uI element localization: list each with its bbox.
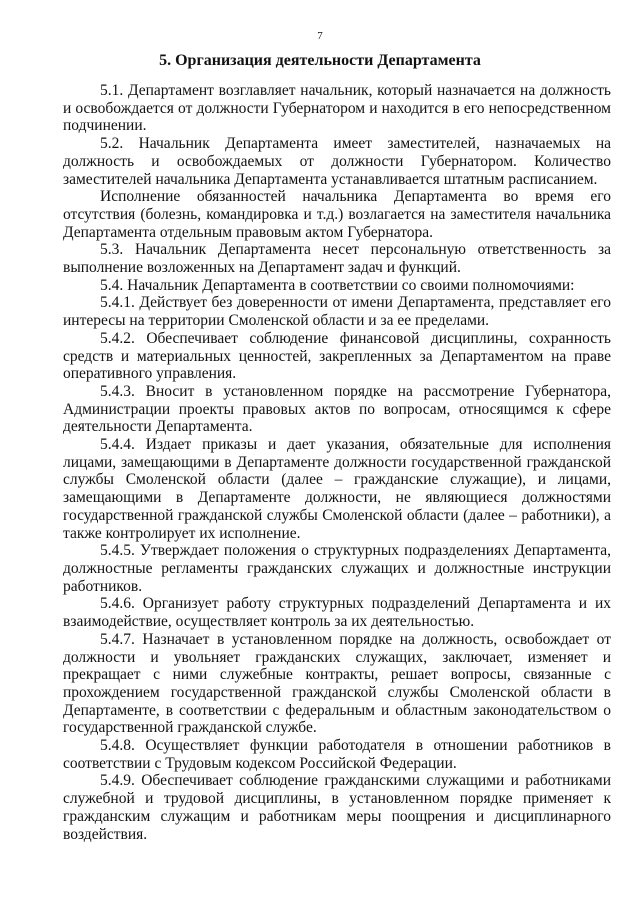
paragraph-5-4-1: 5.4.1. Действует без доверенности от имени Департамента, представляет его интересы на территории Смоленской области и за ее пределами.: [63, 294, 611, 330]
paragraph-5-1: 5.1. Департамент возглавляет начальник, который назначается на должность и освобождается от должности Губернатором и находится в его непосредственном подчинении.: [63, 82, 611, 135]
paragraph-5-4-3: 5.4.3. Вносит в установленном порядке на рассмотрение Губернатора, Администрации проекты правовых актов по вопросам, относящимся к сфере деятельности Департамента.: [63, 382, 611, 436]
paragraph-5-4-9: 5.4.9. Обеспечивает соблюдение гражданскими служащими и работниками служебной и трудовой дисциплины, в установленном порядке применяет к гражданским служащим и работникам меры поощрения и дисциплинарного воздействия.: [63, 772, 611, 843]
paragraph-5-2: 5.2. Начальник Департамента имеет заместителей, назначаемых на должность и освобождаемых от должности Губернатором. Количество заместителей начальника Департамента устанавливается штатным расписанием.: [63, 135, 611, 188]
paragraph-deputy-duties: Исполнение обязанностей начальника Департамента во время его отсутствия (болезнь, командировка и т.д.) возлагается на заместителя начальника Департамента отдельным правовым актом Губернатора.: [63, 188, 611, 241]
paragraph-5-4-5: 5.4.5. Утверждает положения о структурных подразделениях Департамента, должностные регламенты гражданских служащих и должностные инструкции работников.: [63, 542, 611, 595]
paragraph-5-3: 5.3. Начальник Департамента несет персональную ответственность за выполнение возложенных на Департамент задач и функций.: [63, 241, 611, 277]
paragraph-5-4-4: 5.4.4. Издает приказы и дает указания, обязательные для исполнения лицами, замещающими в Департаменте должности государственной гражданской службы Смоленской области (далее – гражданские служащие), и лицами, замещающими в Департаменте должности, не являющиеся должностями государственной гражданской службы Смоленской области (далее – работники), а также контролирует их исполнение.: [63, 436, 611, 542]
paragraph-5-4-6: 5.4.6. Организует работу структурных подразделений Департамента и их взаимодействие, осуществляет контроль за их деятельностью.: [63, 595, 611, 631]
paragraph-5-4-8: 5.4.8. Осуществляет функции работодателя в отношении работников в соответствии с Трудовым кодексом Российской Федерации.: [63, 737, 611, 772]
section-title: 5. Организация деятельности Департамента: [159, 52, 481, 69]
paragraph-5-4: 5.4. Начальник Департамента в соответствии со своими полномочиями:: [100, 276, 575, 294]
paragraph-5-4-2: 5.4.2. Обеспечивает соблюдение финансовой дисциплины, сохранность средств и материальных ценностей, закрепленных за Департаментом на праве оперативного управления.: [63, 329, 611, 383]
paragraph-5-4-7: 5.4.7. Назначает в установленном порядке на должность, освобождает от должности и увольняет гражданских служащих, заключает, изменяет и прекращает с ними служебные контракты, решает вопросы, связанные с прохождением государственной гражданской службы Смоленской области в Департаменте, в соответствии с федеральным и областным законодательством о государственной гражданской службе.: [63, 630, 611, 737]
section-body: [63, 82, 611, 843]
page-number: 7: [317, 30, 323, 42]
